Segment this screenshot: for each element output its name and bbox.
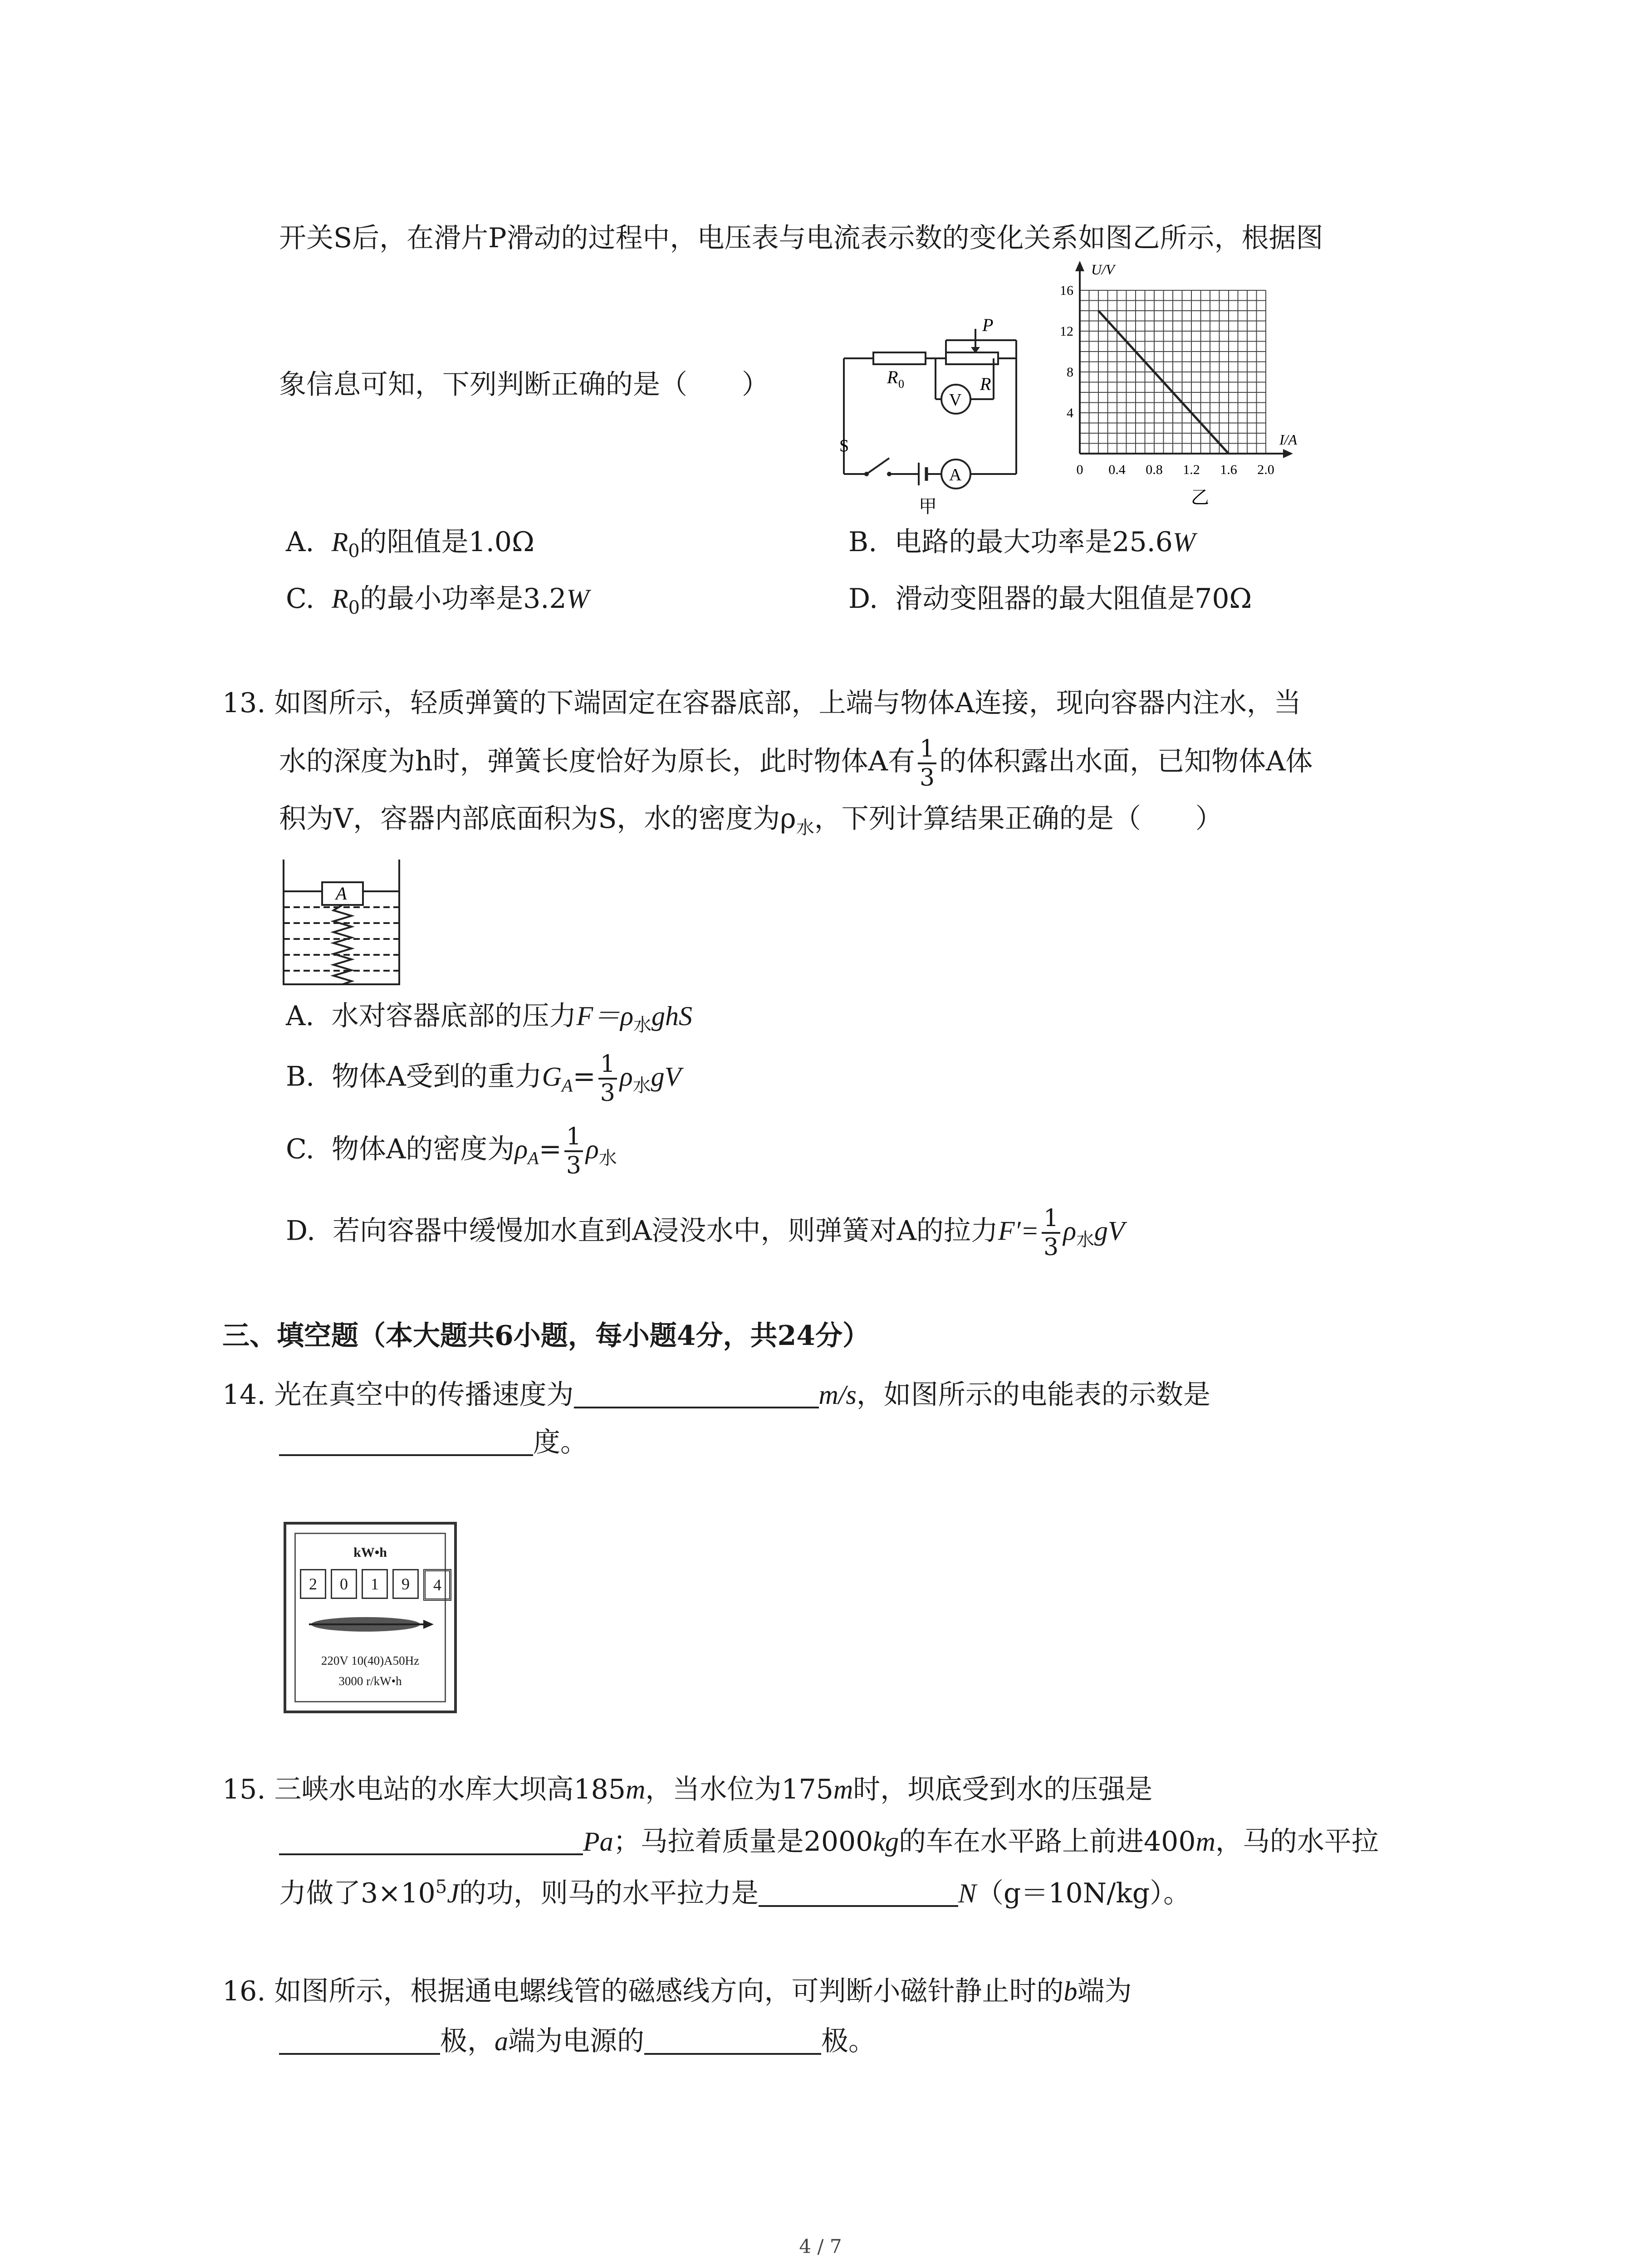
meter-digit: 0 [331,1569,357,1599]
ui-graph-yi [1043,259,1307,517]
q13-option-c: C. 物体A的密度为$\rho_A=$ $\frac{1}{3}$ $\rho_水$ [286,1123,617,1179]
label-a: A [336,883,347,904]
x-tick-label: 2.0 [1257,462,1274,477]
q13-line1: 13. 如图所示，轻质弹簧的下端固定在容器底部，上端与物体A连接，现向容器内注水，当 [222,687,1301,719]
caption-yi: 乙 [1191,487,1209,508]
spring-container-figure [279,860,406,987]
x-tick-label: 0 [1076,462,1083,477]
q14-line1: 14. 光在真空中的传播速度为 m/s，如图所示的电能表的示数是 [222,1379,1210,1411]
q14-blank-1[interactable] [574,1381,819,1408]
ammeter-label: A [949,465,962,484]
x-tick-label: 1.6 [1220,462,1237,477]
x-tick-label: 0.8 [1146,462,1163,477]
q16-line2: 极，a端为电源的 极。 [279,2028,876,2055]
switch-label: S [839,436,849,455]
y-axis-arrow-icon [1075,261,1084,271]
meter-digit: 1 [362,1569,388,1599]
q13-option-d: D. 若向容器中缓慢加水直到A浸没水中，则弹簧对A的拉力F′= $\frac{1}{3}$ $\rho_水gV$ [286,1205,1125,1261]
x-axis-arrow-icon [1283,449,1293,458]
q12-option-c: C. $R_0$的最小功率是3.2W [286,583,589,618]
label-r0-sub: 0 [898,377,904,391]
electricity-meter [284,1522,457,1713]
y-tick-label: 12 [1060,324,1073,339]
label-p: P [982,315,994,335]
q15-line2: Pa；马拉着质量是2000kg的车在水平路上前进400m，马的水平拉 [279,1828,1379,1855]
meter-unit-label: kW•h [353,1545,387,1560]
meter-digits [300,1569,451,1601]
label-r: R [980,374,991,394]
meter-spec-1: 220V 10(40)A50Hz [321,1654,420,1667]
voltmeter-label: V [949,391,962,410]
y-tick-label: 8 [1067,365,1073,380]
section-3-heading: 三、填空题（本大题共6小题，每小题4分，共24分） [222,1320,870,1352]
y-tick-label: 16 [1060,283,1073,298]
meter-spec-2: 3000 r/kW•h [338,1674,402,1688]
q12-line2: 象信息可知，下列判断正确的是（ ） [279,369,769,401]
page-number: 4 / 7 [799,2235,842,2258]
x-tick-label: 1.2 [1183,462,1200,477]
x-axis-label: I/A [1279,431,1298,448]
q15-line3: 力做了$3\times 10^5J$的功，则马的水平拉力是 N（g＝10N/kg）。 [279,1877,1191,1909]
q13-option-a: A. 水对容器底部的压力$F=\rho_水ghS$ [286,1000,693,1036]
q16-blank-1[interactable] [279,2028,440,2055]
q16-line1: 16. 如图所示，根据通电螺线管的磁感线方向，可判断小磁针静止时的b端为 [222,1975,1132,2007]
q15-line1: 15. 三峡水电站的水库大坝高185m，当水位为175m时，坝底受到水的压强是 [222,1774,1153,1805]
fraction-one-third: $\frac{1}{3}$ [918,737,936,790]
q16-blank-2[interactable] [644,2028,821,2055]
q13-line2: 水的深度为h时，弹簧长度恰好为原长，此时物体A有 $\frac{1}{3}$ 的体积露出水面，已知物体A体 [279,735,1313,792]
q12-line1: 开关S后，在滑片P滑动的过程中，电压表与电流表示数的变化关系如图乙所示，根据图 [279,222,1323,254]
meter-disc-arrow-icon [304,1611,436,1638]
label-r0: R [887,367,898,387]
q12-option-d: D. 滑动变阻器的最大阻值是70Ω [848,583,1252,615]
q15-blank-2[interactable] [759,1880,958,1907]
circuit-diagram-jia [830,311,1030,515]
meter-digit: 9 [392,1569,419,1599]
caption-jia: 甲 [919,496,937,515]
q14-blank-2[interactable] [279,1429,533,1456]
q13-option-b: B. 物体A受到的重力$G_A=$ $\frac{1}{3}$ $\rho_水gV$ [286,1051,681,1107]
x-tick-label: 0.4 [1108,462,1126,477]
meter-digit-decimal: 4 [423,1569,451,1601]
q12-option-b: B. 电路的最大功率是25.6W [848,526,1195,558]
meter-digit: 2 [300,1569,326,1599]
y-axis-label: U/V [1091,261,1115,278]
q12-option-a: A. $R_0$的阻值是1.0Ω [286,526,534,562]
q15-blank-1[interactable] [279,1828,583,1855]
q14-line2: 度。 [279,1429,588,1456]
q13-line3: 积为V，容器内部底面积为S，水的密度为$\rho_水$，下列计算结果正确的是（ ） [279,803,1223,838]
y-tick-label: 4 [1067,406,1073,420]
